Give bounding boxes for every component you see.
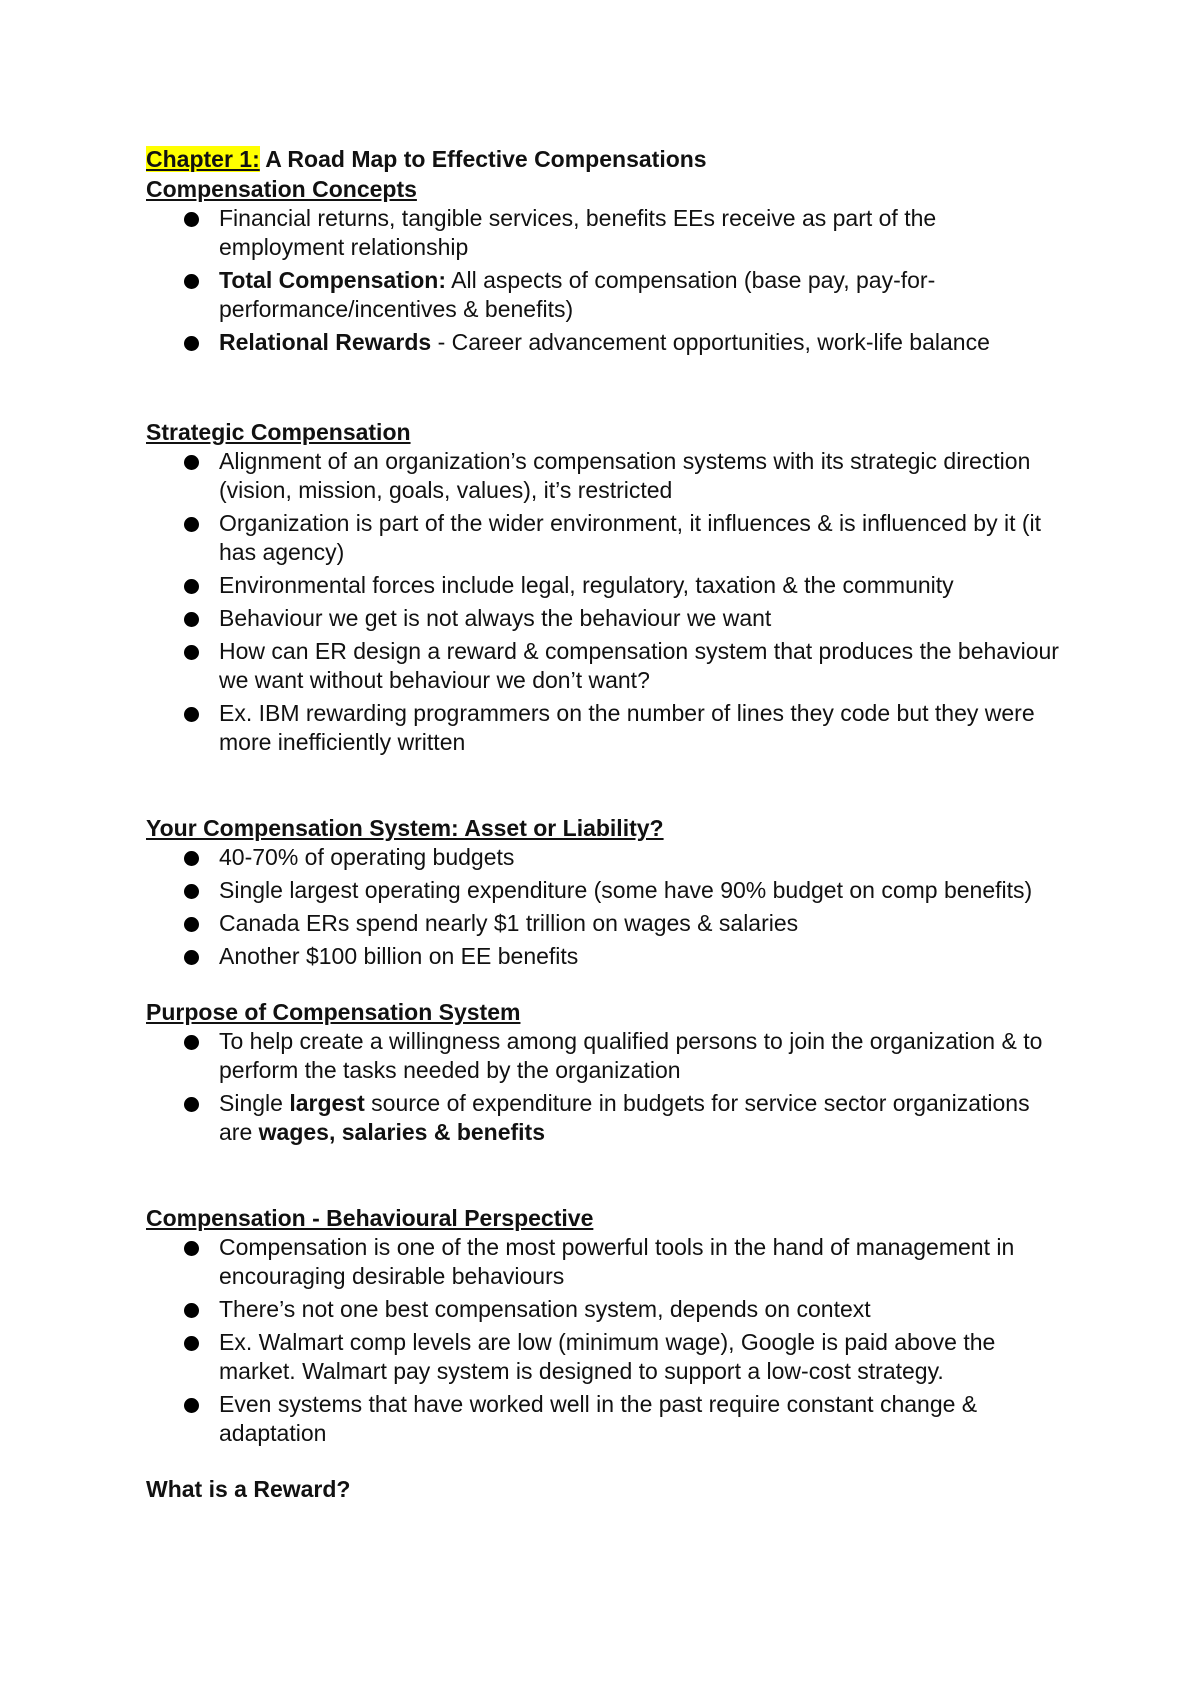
list-item	[146, 1089, 1066, 1147]
list-item-text: source of expenditure in budgets for service sector organizations are	[219, 1090, 1030, 1145]
list-item	[146, 637, 1066, 695]
bullet-icon	[184, 274, 199, 289]
list-item	[146, 1233, 1066, 1291]
list-item-text: Financial returns, tangible services, benefits EEs receive as part of the employment relationship	[219, 205, 937, 260]
list-item	[146, 699, 1066, 757]
list-item-text: Another $100 billion on EE benefits	[219, 943, 579, 969]
bullet-icon	[184, 517, 199, 532]
spacer	[146, 761, 1066, 813]
list-item-text: Even systems that have worked well in the past require constant change & adaptation	[219, 1391, 978, 1446]
list-item-text: Organization is part of the wider environment, it influences & is influenced by it (it has agency)	[219, 510, 1042, 565]
bullet-list	[146, 843, 1066, 971]
chapter-label: Chapter 1:	[146, 146, 260, 172]
list-item-text: - Career advancement opportunities, work-life balance	[431, 329, 990, 355]
bullet-icon	[184, 884, 199, 899]
spacer	[146, 1151, 1066, 1203]
list-item-text: Compensation is one of the most powerful tools in the hand of management in encouraging desirable behaviours	[219, 1234, 1015, 1289]
bullet-icon	[184, 1035, 199, 1050]
list-item	[146, 876, 1066, 905]
document-body	[146, 144, 1066, 1504]
list-item-term: Total Compensation:	[219, 267, 447, 293]
bullet-list	[146, 204, 1066, 357]
section-heading-purpose: Purpose of Compensation System	[146, 999, 521, 1025]
bullet-icon	[184, 579, 199, 594]
list-item	[146, 1328, 1066, 1386]
section-heading-what-is-a-reward: What is a Reward?	[146, 1476, 351, 1502]
list-item-text: To help create a willingness among qualified persons to join the organization & to perform the tasks needed by the organization	[219, 1028, 1043, 1083]
bullet-icon	[184, 1097, 199, 1112]
bullet-icon	[184, 707, 199, 722]
list-item	[146, 328, 1066, 357]
bullet-list	[146, 1027, 1066, 1147]
list-item-text: Ex. Walmart comp levels are low (minimum wage), Google is paid above the market. Walmart pay system is designed to support a low-cost strategy.	[219, 1329, 996, 1384]
bullet-icon	[184, 1398, 199, 1413]
section-heading-compensation-concepts: Compensation Concepts	[146, 176, 417, 202]
list-item	[146, 909, 1066, 938]
section-heading-strategic-compensation: Strategic Compensation	[146, 419, 411, 445]
chapter-title-text: A Road Map to Effective Compensations	[259, 146, 707, 172]
bullet-list	[146, 447, 1066, 757]
bullet-icon	[184, 645, 199, 660]
list-item-text: Behaviour we get is not always the behaviour we want	[219, 605, 772, 631]
bullet-icon	[184, 455, 199, 470]
list-item	[146, 509, 1066, 567]
bullet-icon	[184, 950, 199, 965]
list-item	[146, 447, 1066, 505]
bullet-icon	[184, 612, 199, 627]
list-item	[146, 571, 1066, 600]
list-item-term: Relational Rewards	[219, 329, 432, 355]
list-item-text: All aspects of compensation (base pay, pay-for-performance/incentives & benefits)	[219, 267, 936, 322]
list-item-text: Environmental forces include legal, regulatory, taxation & the community	[219, 572, 954, 598]
bullet-icon	[184, 1303, 199, 1318]
section-heading-asset-or-liability: Your Compensation System: Asset or Liability?	[146, 815, 664, 841]
list-item-text: Alignment of an organization’s compensation systems with its strategic direction (vision, mission, goals, values), it’s restricted	[219, 448, 1031, 503]
bullet-icon	[184, 917, 199, 932]
list-item	[146, 266, 1066, 324]
list-item	[146, 843, 1066, 872]
spacer	[146, 1452, 1066, 1474]
list-item	[146, 1027, 1066, 1085]
list-item	[146, 942, 1066, 971]
spacer	[146, 975, 1066, 997]
list-item-text: There’s not one best compensation system, depends on context	[219, 1296, 871, 1322]
bullet-icon	[184, 1241, 199, 1256]
bullet-icon	[184, 851, 199, 866]
bullet-icon	[184, 212, 199, 227]
list-item-emphasis: wages, salaries & benefits	[258, 1119, 545, 1145]
list-item	[146, 204, 1066, 262]
list-item	[146, 1295, 1066, 1324]
list-item	[146, 1390, 1066, 1448]
list-item-text: Ex. IBM rewarding programmers on the number of lines they code but they were more inefficiently written	[219, 700, 1035, 755]
list-item-text: Single	[219, 1090, 290, 1116]
list-item-emphasis: largest	[289, 1090, 365, 1116]
chapter-title	[146, 144, 1066, 174]
list-item-text: 40-70% of operating budgets	[219, 844, 515, 870]
bullet-icon	[184, 336, 199, 351]
list-item-text: Single largest operating expenditure (some have 90% budget on comp benefits)	[219, 877, 1033, 903]
list-item-text: Canada ERs spend nearly $1 trillion on wages & salaries	[219, 910, 799, 936]
spacer	[146, 361, 1066, 417]
bullet-list	[146, 1233, 1066, 1448]
bullet-icon	[184, 1336, 199, 1351]
list-item	[146, 604, 1066, 633]
list-item-text: How can ER design a reward & compensation system that produces the behaviour we want without behaviour we don’t want?	[219, 638, 1059, 693]
section-heading-behavioural-perspective: Compensation - Behavioural Perspective	[146, 1205, 594, 1231]
